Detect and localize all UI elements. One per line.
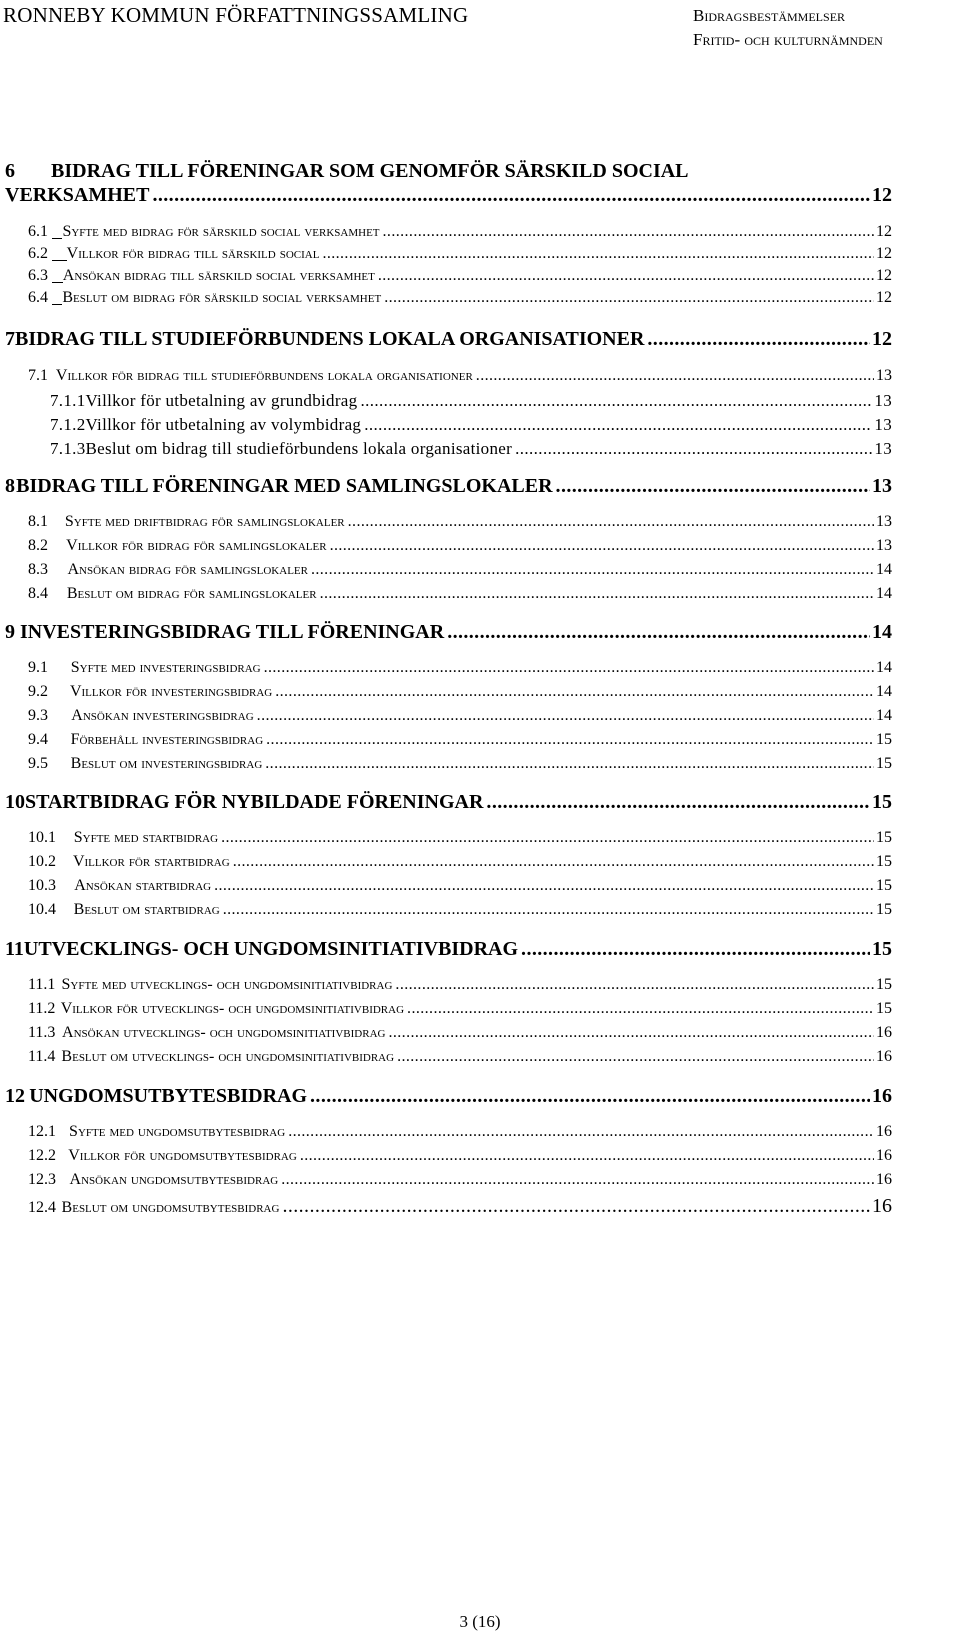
toc-entry-page: 12 xyxy=(872,184,892,206)
toc-entry-page: 13 xyxy=(876,367,892,384)
toc-entry-10-4[interactable] xyxy=(28,901,892,919)
toc-entry-page: 14 xyxy=(876,585,892,602)
toc-leader-dots xyxy=(265,755,874,773)
toc-leader-dots xyxy=(233,853,874,871)
toc-entry-12-1[interactable] xyxy=(28,1123,892,1141)
toc-entry-title: Villkor för utbetalning av volymbidrag xyxy=(85,415,362,434)
toc-entry-title: INVESTERINGSBIDRAG TILL FÖRENINGAR xyxy=(20,621,445,643)
toc-entry-title: STARTBIDRAG FÖR NYBILDADE FÖRENINGAR xyxy=(25,791,484,813)
toc-entry-page: 16 xyxy=(876,1147,892,1164)
toc-entry-page: 13 xyxy=(876,513,892,530)
toc-entry-number: 7.1 xyxy=(28,367,48,384)
toc-entry-number: 11 xyxy=(5,938,24,960)
toc-leader-dots xyxy=(152,184,870,207)
toc-entry-11-1[interactable] xyxy=(28,976,892,994)
toc-entry-title: Ansökan startbidrag xyxy=(74,877,212,894)
toc-entry-11[interactable] xyxy=(5,938,892,961)
toc-leader-dots xyxy=(360,391,872,411)
toc-entry-7-1-2[interactable] xyxy=(50,415,892,435)
toc-entry-8-2[interactable] xyxy=(28,537,892,555)
toc-entry-number: 6.3 xyxy=(28,267,63,285)
toc-entry-number: 12.4 xyxy=(28,1199,56,1216)
toc-entry-page: 12 xyxy=(872,328,892,350)
toc-entry-9-2[interactable] xyxy=(28,683,892,701)
toc-entry-title: Syfte med ungdomsutbytesbidrag xyxy=(69,1123,286,1140)
toc-entry-title: Beslut om ungdomsutbytesbidrag xyxy=(61,1199,280,1216)
toc-leader-dots xyxy=(378,267,874,285)
toc-entry-page: 15 xyxy=(876,755,892,772)
toc-entry-12[interactable] xyxy=(5,1085,892,1108)
toc-leader-dots xyxy=(257,707,874,725)
toc-entry-page: 14 xyxy=(872,621,892,643)
toc-entry-page: 14 xyxy=(876,683,892,700)
toc-entry-number: 12.1 xyxy=(28,1123,56,1140)
toc-entry-number: 7.1.2 xyxy=(50,415,86,434)
toc-entry-title: Beslut om startbidrag xyxy=(73,901,220,918)
toc-entry-10-3[interactable] xyxy=(28,877,892,895)
toc-entry-number: 10.3 xyxy=(28,877,56,894)
toc-entry-title: Beslut om bidrag för samlingslokaler xyxy=(66,585,317,602)
toc-entry-number: 8.1 xyxy=(28,513,48,530)
toc-entry-title: Syfte med utvecklings- och ungdomsinitiativbidrag xyxy=(61,976,393,993)
toc-entry-page: 15 xyxy=(876,853,892,870)
toc-entry-number: 9.3 xyxy=(28,707,48,724)
toc-entry-number: 11.1 xyxy=(28,976,56,993)
toc-entry-12-3[interactable] xyxy=(28,1171,892,1189)
toc-leader-dots xyxy=(364,415,872,435)
toc-entry-title: Beslut om investeringsbidrag xyxy=(70,755,263,772)
toc-entry-number: 8.2 xyxy=(28,537,48,554)
toc-entry-title: Villkor för utvecklings- och ungdomsinitiativbidrag xyxy=(60,1000,405,1017)
toc-entry-title: Syfte med driftbidrag för samlingslokaler xyxy=(64,513,345,530)
toc-entry-title: UTVECKLINGS- OCH UNGDOMSINITIATIVBIDRAG xyxy=(23,938,519,960)
toc-leader-dots xyxy=(330,537,874,555)
toc-entry-number: 6.2 xyxy=(28,245,67,263)
toc-entry-8-3[interactable] xyxy=(28,561,892,579)
toc-entry-number: 11.4 xyxy=(28,1048,56,1065)
header-document-name: Bidragsbestämmelser xyxy=(693,6,846,25)
toc-entry-6-3[interactable] xyxy=(28,267,892,285)
toc-entry-number: 6 xyxy=(5,160,15,182)
toc-entry-7-1[interactable] xyxy=(28,367,892,385)
toc-entry-11-4[interactable] xyxy=(28,1048,892,1066)
toc-leader-dots xyxy=(515,439,872,459)
toc-leader-dots xyxy=(221,829,874,847)
toc-leader-dots xyxy=(310,1085,870,1108)
toc-leader-dots xyxy=(282,1195,870,1218)
toc-entry-number: 12.3 xyxy=(28,1171,56,1188)
toc-entry-title: Beslut om bidrag till studieförbundens lokala organisationer xyxy=(85,439,513,458)
toc-entry-6-cont[interactable] xyxy=(5,184,892,207)
toc-entry-6[interactable] xyxy=(5,160,892,183)
toc-entry-6-1[interactable] xyxy=(28,223,892,241)
toc-leader-dots xyxy=(486,791,870,814)
toc-entry-page: 15 xyxy=(872,938,892,960)
toc-entry-page: 14 xyxy=(876,659,892,676)
toc-entry-page: 15 xyxy=(872,791,892,813)
toc-entry-number: 7.1.1 xyxy=(50,391,86,410)
toc-entry-title: Ansökan investeringsbidrag xyxy=(71,707,254,724)
toc-leader-dots xyxy=(288,1123,874,1141)
toc-entry-12-4[interactable] xyxy=(28,1195,892,1218)
toc-leader-dots xyxy=(320,585,874,603)
toc-entry-title: VERKSAMHET xyxy=(5,184,150,206)
toc-leader-dots xyxy=(266,731,874,749)
toc-leader-dots xyxy=(388,1024,874,1042)
toc-entry-number: 11.3 xyxy=(28,1024,56,1041)
toc-entry-page: 12 xyxy=(876,289,892,306)
toc-entry-page: 13 xyxy=(874,415,892,434)
toc-entry-page: 13 xyxy=(876,537,892,554)
toc-entry-title: Syfte med startbidrag xyxy=(73,829,219,846)
toc-entry-page: 16 xyxy=(876,1024,892,1041)
page-indicator: 3 (16) xyxy=(459,1612,501,1631)
toc-leader-dots xyxy=(556,475,870,498)
toc-entry-number: 9 xyxy=(5,621,15,643)
toc-entry-title: Villkor för startbidrag xyxy=(72,853,230,870)
toc-entry-title: Ansökan ungdomsutbytesbidrag xyxy=(69,1171,279,1188)
toc-entry-title: Villkor för utbetalning av grundbidrag xyxy=(85,391,358,410)
toc-entry-number: 11.2 xyxy=(28,1000,56,1017)
toc-entry-number: 10.4 xyxy=(28,901,56,918)
toc-entry-title: Ansökan bidrag till särskild social verksamhet xyxy=(62,267,375,284)
toc-entry-number: 9.2 xyxy=(28,683,48,700)
toc-leader-dots xyxy=(223,901,874,919)
toc-leader-dots xyxy=(383,223,874,241)
toc-entry-9-5[interactable] xyxy=(28,755,892,773)
toc-entry-title: Ansökan bidrag för samlingslokaler xyxy=(67,561,308,578)
toc-entry-number: 10.1 xyxy=(28,829,56,846)
toc-entry-10-2[interactable] xyxy=(28,853,892,871)
toc-entry-number: 9.1 xyxy=(28,659,48,676)
toc-entry-number: 12.2 xyxy=(28,1147,56,1164)
toc-entry-page: 15 xyxy=(876,829,892,846)
toc-entry-page: 16 xyxy=(876,1123,892,1140)
toc-entry-page: 15 xyxy=(876,1000,892,1017)
toc-entry-title: Ansökan utvecklings- och ungdomsinitiativbidrag xyxy=(62,1024,386,1041)
toc-leader-dots xyxy=(322,245,874,263)
toc-entry-number: 8.3 xyxy=(28,561,48,578)
toc-entry-page: 16 xyxy=(872,1085,892,1107)
toc-entry-title: Beslut om bidrag för särskild social verksamhet xyxy=(62,289,382,306)
toc-entry-11-3[interactable] xyxy=(28,1024,892,1042)
toc-entry-12-2[interactable] xyxy=(28,1147,892,1165)
toc-entry-9-1[interactable] xyxy=(28,659,892,677)
toc-entry-page: 14 xyxy=(876,561,892,578)
toc-entry-page: 12 xyxy=(876,267,892,284)
toc-leader-dots xyxy=(407,1000,874,1018)
toc-entry-9-4[interactable] xyxy=(28,731,892,749)
toc-leader-dots xyxy=(647,328,870,351)
toc-entry-number: 9.4 xyxy=(28,731,48,748)
toc-leader-dots xyxy=(264,659,874,677)
toc-entry-title: Villkor för bidrag för samlingslokaler xyxy=(66,537,327,554)
toc-entry-10-1[interactable] xyxy=(28,829,892,847)
toc-entry-8[interactable] xyxy=(5,475,892,498)
toc-entry-7-1-1[interactable] xyxy=(50,391,892,411)
toc-leader-dots xyxy=(384,289,874,307)
toc-entry-7-1-3[interactable] xyxy=(50,439,892,459)
toc-entry-number: 8 xyxy=(5,475,15,497)
toc-entry-6-2[interactable] xyxy=(28,245,892,263)
toc-entry-number: 12 xyxy=(5,1085,25,1107)
toc-entry-title: Förbehåll investeringsbidrag xyxy=(70,731,264,748)
toc-leader-dots xyxy=(397,1048,874,1066)
toc-leader-dots xyxy=(214,877,874,895)
toc-entry-title: Beslut om utvecklings- och ungdomsinitiativbidrag xyxy=(61,1048,395,1065)
toc-entry-number: 6.1 xyxy=(28,223,62,241)
toc-entry-9[interactable] xyxy=(5,621,892,644)
toc-entry-number: 8.4 xyxy=(28,585,48,602)
toc-entry-number: 9.5 xyxy=(28,755,48,772)
toc-entry-title: Villkor för investeringsbidrag xyxy=(69,683,273,700)
toc-entry-page: 12 xyxy=(876,223,892,240)
toc-entry-page: 13 xyxy=(874,391,892,410)
toc-entry-10[interactable] xyxy=(5,791,892,814)
toc-entry-9-3[interactable] xyxy=(28,707,892,725)
toc-entry-page: 14 xyxy=(876,707,892,724)
toc-entry-number: 6.4 xyxy=(28,289,62,307)
toc-leader-dots xyxy=(275,683,874,701)
toc-entry-title: UNGDOMSUTBYTESBIDRAG xyxy=(29,1085,308,1107)
toc-entry-number: 7 xyxy=(5,328,15,350)
toc-leader-dots xyxy=(447,621,870,644)
toc-leader-dots xyxy=(300,1147,874,1165)
toc-entry-page: 16 xyxy=(876,1048,892,1065)
toc-entry-title: Villkor för bidrag till särskild social xyxy=(66,245,320,262)
toc-leader-dots xyxy=(348,513,874,531)
header-title: RONNEBY KOMMUN FÖRFATTNINGSSAMLING xyxy=(3,3,469,27)
toc-entry-page: 15 xyxy=(876,901,892,918)
toc-entry-title: BIDRAG TILL FÖRENINGAR SOM GENOMFÖR SÄRSKILD SOCIAL xyxy=(51,160,689,182)
toc-leader-dots xyxy=(521,938,870,961)
toc-entry-page: 15 xyxy=(876,877,892,894)
toc-entry-page: 16 xyxy=(872,1195,892,1217)
toc-entry-title: Syfte med investeringsbidrag xyxy=(70,659,261,676)
toc-entry-6-4[interactable] xyxy=(28,289,892,307)
toc-entry-title: Syfte med bidrag för särskild social verksamhet xyxy=(62,223,380,240)
toc-entry-11-2[interactable] xyxy=(28,1000,892,1018)
toc-entry-title: BIDRAG TILL STUDIEFÖRBUNDENS LOKALA ORGANISATIONER xyxy=(15,328,645,350)
toc-leader-dots xyxy=(476,367,874,385)
toc-entry-number: 10.2 xyxy=(28,853,56,870)
toc-entry-8-1[interactable] xyxy=(28,513,892,531)
toc-leader-dots xyxy=(281,1171,874,1189)
toc-entry-page: 15 xyxy=(876,731,892,748)
toc-entry-page: 16 xyxy=(875,1171,892,1188)
toc-entry-number: 10 xyxy=(5,791,25,813)
header-committee-name: Fritid- och kulturnämnden xyxy=(693,30,883,49)
toc-entry-page: 13 xyxy=(874,439,892,458)
toc-entry-8-4[interactable] xyxy=(28,585,892,603)
toc-entry-7[interactable] xyxy=(5,328,892,351)
toc-entry-title: Villkor för bidrag till studieförbundens lokala organisationer xyxy=(55,367,473,384)
toc-entry-title: Villkor för ungdomsutbytesbidrag xyxy=(68,1147,297,1164)
toc-entry-title: BIDRAG TILL FÖRENINGAR MED SAMLINGSLOKALER xyxy=(16,475,553,497)
toc-entry-number: 7.1.3 xyxy=(50,439,86,458)
toc-entry-page: 13 xyxy=(872,475,892,497)
toc-entry-page: 12 xyxy=(876,245,892,262)
toc-entry-page: 15 xyxy=(876,976,892,993)
page-footer xyxy=(0,1612,960,1632)
toc-leader-dots xyxy=(395,976,874,994)
page-header xyxy=(0,0,960,60)
toc-leader-dots xyxy=(311,561,874,579)
